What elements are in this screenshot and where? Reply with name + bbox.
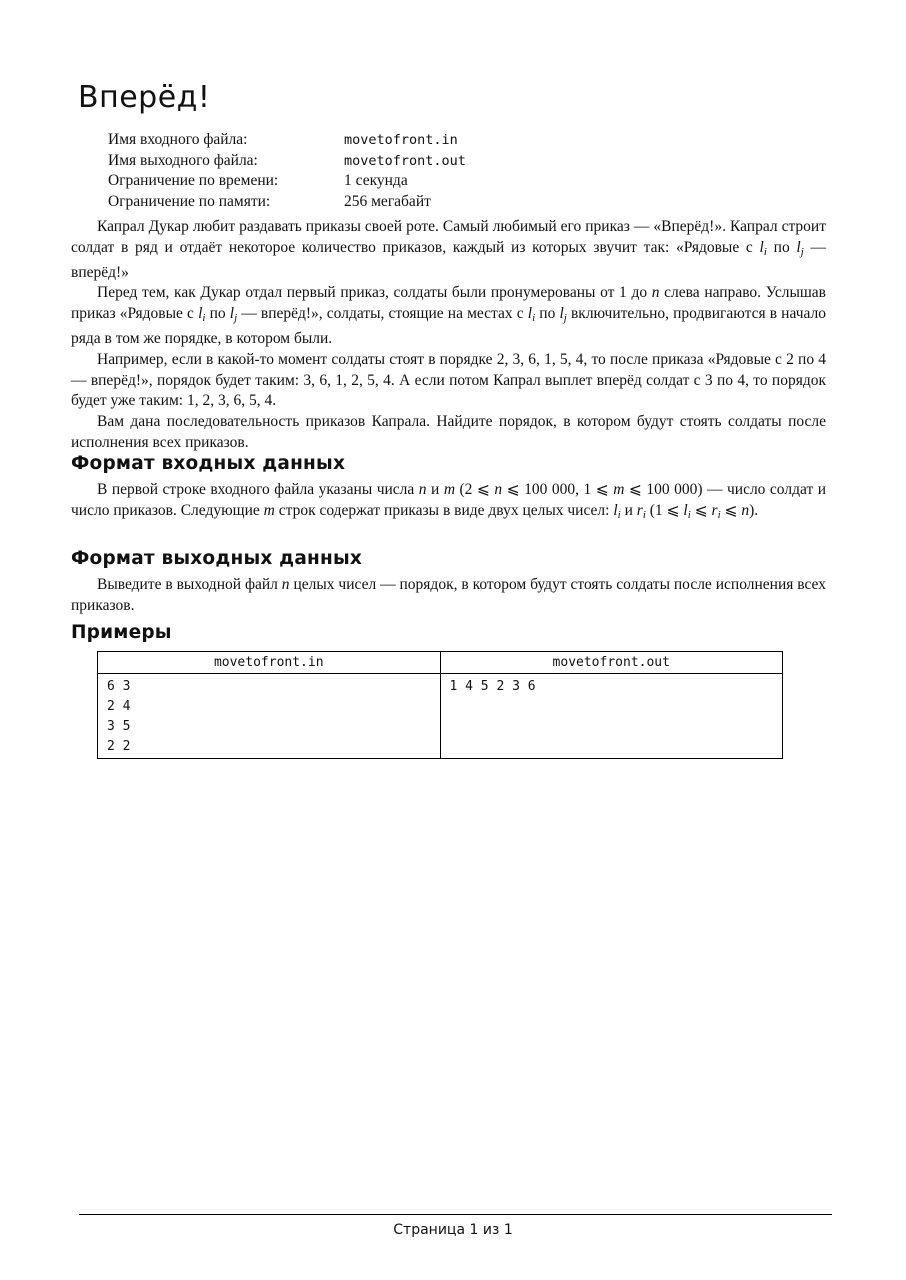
sub-j: j: [800, 245, 804, 258]
var-n: n: [418, 481, 427, 498]
example-input-line: 2 4: [107, 699, 131, 714]
sub-i: i: [687, 508, 691, 521]
statement-text: по: [766, 238, 797, 256]
examples-header-row: [98, 652, 783, 674]
examples-input-header: movetofront.in: [98, 652, 441, 674]
var-r: r: [711, 501, 718, 519]
problem-limits: [108, 130, 466, 212]
input-text: ⩽: [720, 501, 742, 519]
input-text: (1 ⩽: [645, 501, 684, 519]
input-text: строк содержат приказы в виде двух целых чисел:: [274, 501, 614, 519]
output-format-text: [71, 575, 826, 617]
sub-i: i: [642, 508, 646, 521]
input-text: ⩽ 100 000, 1 ⩽: [502, 481, 614, 498]
statement-text: по: [205, 305, 230, 323]
statement-paragraph-3: Например, если в какой-то момент солдаты стоят в порядке 2, 3, 6, 1, 5, 4, то после приказа «Рядовые с 2 по 4 — вперёд!», порядок будет таким: 3, 6, 1, 2, 5, 4. А если потом Капрал выплет вперёд солдат с 3 по 4, то порядок будет уже таким: 1, 2, 3, 6, 5, 4.: [71, 350, 826, 410]
output-format-paragraph: [71, 575, 826, 617]
time-limit-value: 1 секунда: [344, 172, 408, 189]
input-text: и: [620, 501, 637, 519]
sub-i: i: [717, 508, 721, 521]
problem-statement: [71, 217, 826, 454]
output-text: целых чисел — порядок, в котором будут стоять солдаты после исполнения всех приказов.: [71, 576, 826, 614]
statement-text: по: [535, 305, 560, 323]
statement-text: — вперёд!», солдаты, стоящие на местах с: [237, 305, 528, 323]
input-file-label: Имя входного файла:: [108, 131, 248, 148]
output-file-row: [108, 151, 466, 172]
statement-text: — вперёд!»: [71, 238, 827, 281]
sub-j: j: [234, 312, 238, 325]
examples-heading: Примеры: [71, 622, 172, 643]
var-m: m: [443, 481, 456, 498]
input-text: ).: [749, 501, 759, 519]
sub-i: i: [617, 508, 621, 521]
statement-text: Перед тем, как Дукар отдал первый приказ, солдаты были пронумерованы от 1 до: [97, 284, 652, 302]
memory-limit-value: 256 мегабайт: [344, 192, 431, 210]
time-limit-row: [108, 171, 466, 192]
input-format-heading: Формат входных данных: [71, 453, 346, 474]
var-l: l: [613, 501, 618, 519]
example-input-line: 2 2: [107, 739, 131, 754]
var-l: l: [198, 305, 203, 323]
input-text: и: [426, 481, 444, 498]
var-n: n: [494, 481, 503, 498]
examples-output-header: movetofront.out: [440, 652, 783, 674]
statement-text: слева направо. Услышав приказ «Рядовые с: [71, 284, 826, 323]
var-l: l: [796, 238, 801, 256]
input-text: ⩽: [690, 501, 712, 519]
statement-paragraph-2: [71, 283, 826, 349]
input-file-value: movetofront.in: [344, 132, 458, 148]
output-format-heading: Формат выходных данных: [71, 548, 363, 569]
example-input-line: 6 3: [107, 679, 131, 694]
memory-limit-label: Ограничение по памяти:: [108, 192, 271, 210]
var-r: r: [636, 501, 643, 519]
var-l: l: [559, 305, 564, 323]
sub-j: j: [563, 312, 567, 325]
var-n: n: [651, 284, 660, 302]
var-n: n: [741, 501, 750, 519]
sub-i: i: [532, 312, 536, 325]
var-l: l: [527, 305, 533, 323]
statement-text: включительно, продвигаются в начало ряда в том же порядке, в котором были.: [71, 305, 826, 347]
statement-text: Капрал Дукар любит раздавать приказы своей роте. Самый любимый его приказ — «Вперёд!». Капрал строит солдат в ряд и отдаёт некоторое количество приказов, каждый из которых звучит так: «Рядовые с: [71, 218, 826, 256]
output-file-label: Имя выходного файла:: [108, 151, 258, 169]
example-input-line: 3 5: [107, 719, 131, 734]
footer-divider: [79, 1214, 832, 1215]
example-input-cell: [98, 674, 441, 759]
statement-paragraph-4: Вам дана последовательность приказов Капрала. Найдите порядок, в котором будут стоять солдаты после исполнения всех приказов.: [71, 413, 826, 451]
output-text: Выведите в выходной файл: [97, 576, 282, 593]
time-limit-label: Ограничение по времени:: [108, 172, 279, 189]
sub-i: i: [202, 312, 206, 325]
input-text: (2 ⩽: [455, 481, 495, 498]
sub-i: i: [763, 245, 767, 258]
input-format-text: [71, 480, 826, 526]
var-l: l: [229, 305, 235, 323]
page-footer: Страница 1 из 1: [393, 1222, 513, 1238]
example-output-cell: [440, 674, 783, 759]
problem-title: Вперёд!: [78, 80, 211, 115]
input-file-row: [108, 130, 466, 151]
var-m: m: [263, 501, 275, 519]
var-n: n: [281, 576, 290, 593]
var-l: l: [759, 238, 764, 256]
example-row: [98, 674, 783, 759]
examples-table: [97, 651, 783, 759]
memory-limit-row: [108, 192, 466, 213]
var-m: m: [613, 481, 625, 498]
input-text: ⩽ 100 000) — число солдат и число приказов. Следующие: [71, 481, 827, 519]
example-output-line: 1 4 5 2 3 6: [449, 679, 536, 694]
var-l: l: [683, 501, 688, 519]
input-format-paragraph: [71, 480, 826, 526]
statement-paragraph-1: [71, 217, 826, 283]
input-text: В первой строке входного файла указаны числа: [97, 481, 419, 498]
output-file-value: movetofront.out: [344, 152, 466, 169]
